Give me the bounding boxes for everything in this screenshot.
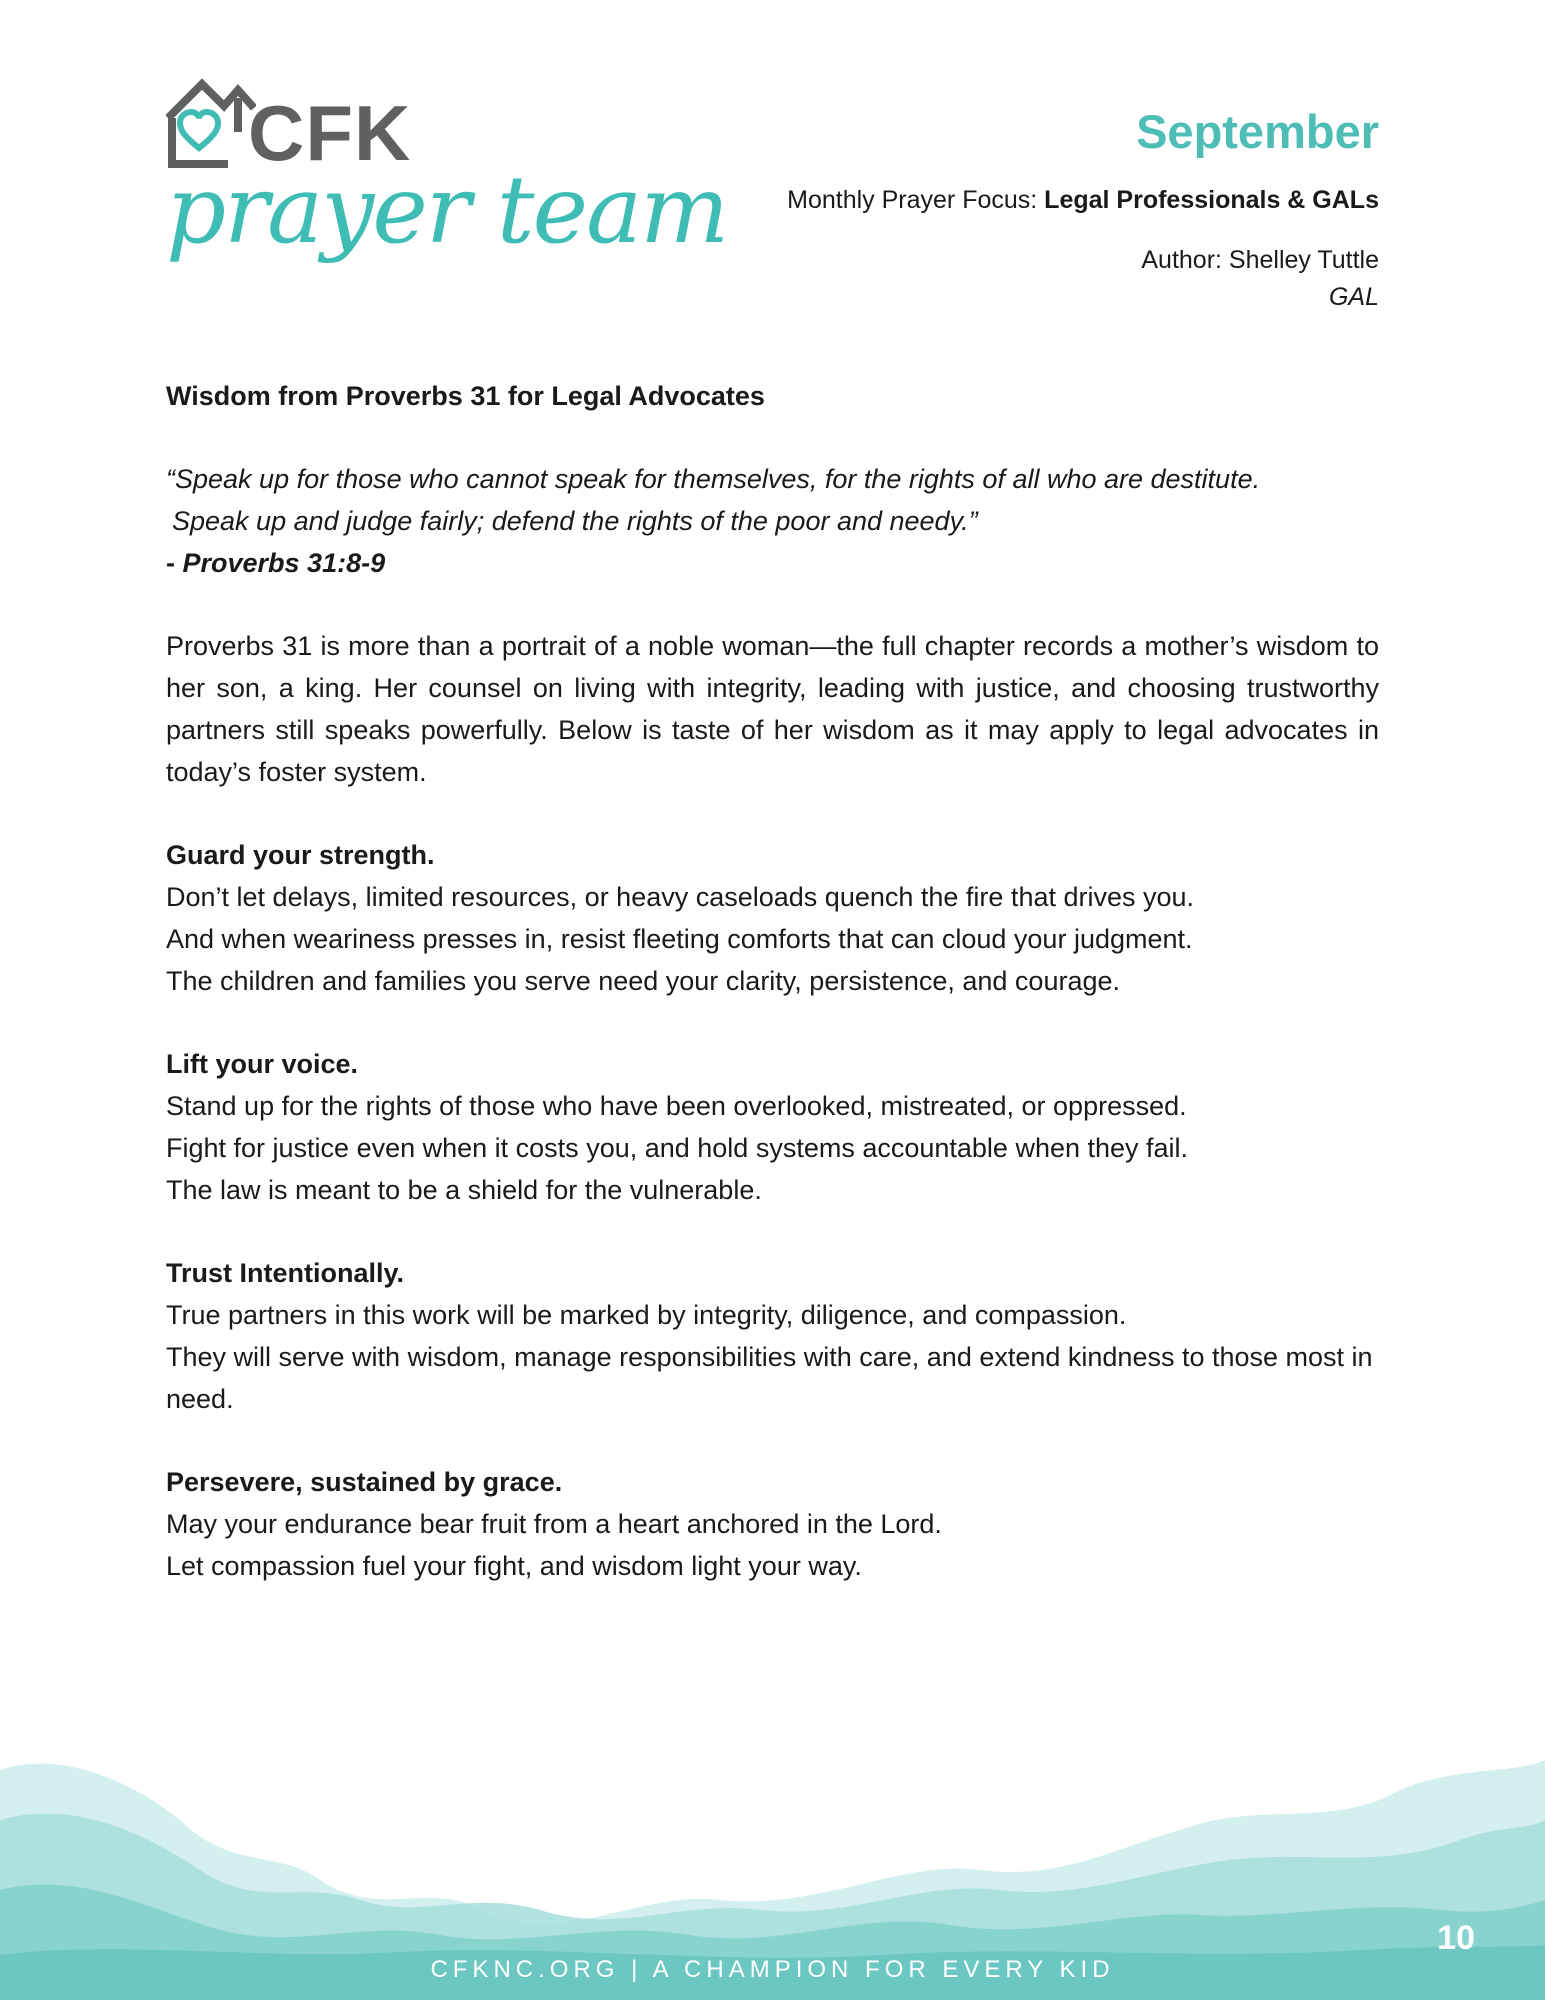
logo-script: prayer team — [166, 156, 728, 265]
section-heading: Trust Intentionally. — [166, 1258, 405, 1288]
section-persevere — [166, 1461, 1379, 1587]
section-line: Stand up for the rights of those who have been overlooked, mistreated, or oppressed. — [166, 1091, 1187, 1121]
citation-dash: - — [166, 548, 183, 578]
month-title: September — [1136, 105, 1379, 158]
intro-paragraph: Proverbs 31 is more than a portrait of a noble woman—the full chapter records a mother’s wisdom to her son, a king. Her counsel on living with integrity, leading with justice, and choosing trustworthy partners still speaks powerfully. Below is taste of her wisdom as it may apply to legal advocates in today’s foster system. — [166, 631, 1379, 787]
section-heading: Persevere, sustained by grace. — [166, 1467, 563, 1497]
section-line: Fight for justice even when it costs you, and hold systems accountable when they fail. — [166, 1133, 1189, 1163]
section-lift-voice — [166, 1043, 1379, 1211]
scripture-citation — [166, 542, 1379, 584]
article — [166, 375, 1379, 1587]
page-number: 10 — [1437, 1919, 1475, 1957]
footer-tagline: CFKNC.ORG | A CHAMPION FOR EVERY KID — [430, 1956, 1115, 1983]
logo — [166, 72, 728, 302]
section-line: True partners in this work will be marked by integrity, diligence, and compassion. — [166, 1300, 1127, 1330]
prayer-focus-value: Legal Professionals & GALs — [1044, 186, 1379, 214]
prayer-focus — [787, 186, 1379, 215]
prayer-focus-label: Monthly Prayer Focus: — [787, 186, 1045, 214]
section-heading: Lift your voice. — [166, 1049, 359, 1079]
section-line: Let compassion fuel your fight, and wisdom light your way. — [166, 1551, 862, 1581]
house-heart-icon — [166, 72, 256, 168]
section-line: The children and families you serve need your clarity, persistence, and courage. — [166, 966, 1121, 996]
quote-line-2: Speak up and judge fairly; defend the rights of the poor and needy.” — [172, 506, 978, 536]
section-line: Don’t let delays, limited resources, or heavy caseloads quench the fire that drives you. — [166, 882, 1195, 912]
section-line: And when weariness presses in, resist fleeting comforts that can cloud your judgment. — [166, 924, 1193, 954]
section-line: May your endurance bear fruit from a heart anchored in the Lord. — [166, 1509, 942, 1539]
section-line: The law is meant to be a shield for the vulnerable. — [166, 1175, 762, 1205]
citation-reference: Proverbs 31:8-9 — [182, 548, 386, 578]
section-heading: Guard your strength. — [166, 840, 435, 870]
article-title: Wisdom from Proverbs 31 for Legal Advocates — [166, 381, 765, 411]
quote-line-1: “Speak up for those who cannot speak for themselves, for the rights of all who are destitute. — [166, 464, 1261, 494]
section-guard-strength — [166, 834, 1379, 1002]
logo-wordmark: CFK — [248, 89, 412, 177]
scripture-quote — [166, 458, 1379, 542]
author-block — [1141, 242, 1379, 316]
section-trust-intentionally — [166, 1252, 1379, 1420]
author-role: GAL — [1328, 283, 1379, 311]
author-name: Author: Shelley Tuttle — [1141, 246, 1379, 274]
section-line: They will serve with wisdom, manage responsibilities with care, and extend kindness to those most in need. — [166, 1342, 1373, 1414]
